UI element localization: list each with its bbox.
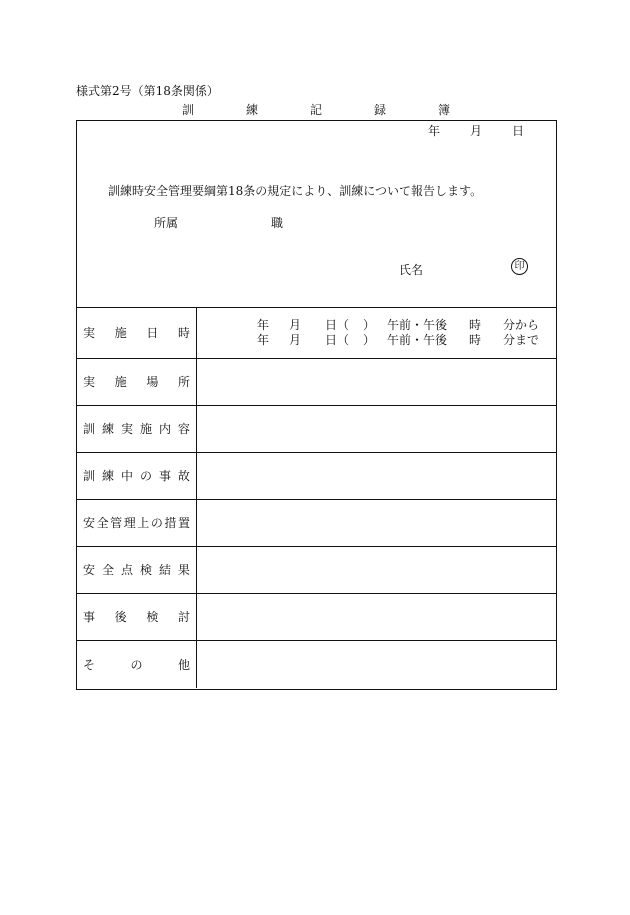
record-form	[76, 120, 557, 690]
start-time-line: 年 月 日（ ） 午前・午後 時 分から	[256, 317, 539, 332]
records-table	[77, 308, 556, 688]
form-number: 様式第2号（第18条関係）	[76, 84, 219, 98]
report-statement: 訓練時安全管理要綱第18条の規定により、訓練について報告します。	[108, 184, 483, 198]
date-month-label: 月	[469, 124, 482, 138]
table-row	[77, 593, 556, 640]
location-field[interactable]	[197, 358, 557, 405]
table-row	[77, 640, 556, 688]
report-section	[77, 121, 556, 308]
table-row	[77, 452, 556, 499]
other-field[interactable]	[197, 640, 557, 688]
label-safety-measures: 安 全 管 理 上 の 措 置	[83, 516, 190, 530]
table-row	[77, 405, 556, 452]
row-label	[77, 308, 197, 358]
label-accidents: 訓 練 中 の 事 故	[83, 469, 190, 483]
post-review-field[interactable]	[197, 593, 557, 640]
table-row	[77, 308, 556, 358]
label-post-review: 事 後 検 討	[83, 610, 190, 624]
end-time-line: 年 月 日（ ） 午前・午後 時 分まで	[256, 332, 539, 347]
accidents-field[interactable]	[197, 452, 557, 499]
table-row	[77, 499, 556, 546]
safety-measures-field[interactable]	[197, 499, 557, 546]
label-location: 実 施 場 所	[83, 375, 190, 389]
seal-icon: 印	[511, 258, 528, 275]
label-datetime: 実 施 日 時	[83, 326, 190, 341]
table-row	[77, 546, 556, 593]
date-day-label: 日	[511, 124, 524, 138]
safety-inspection-field[interactable]	[197, 546, 557, 593]
position-label: 職	[271, 216, 284, 230]
report-date	[428, 123, 524, 139]
date-year-label: 年	[427, 124, 440, 138]
name-label: 氏名	[399, 263, 424, 277]
label-other: そ の 他	[83, 657, 190, 672]
label-safety-inspection: 安 全 点 検 結 果	[83, 563, 190, 577]
training-content-field[interactable]	[197, 405, 557, 452]
label-training-content: 訓 練 実 施 内 容	[83, 422, 190, 436]
table-row	[77, 358, 556, 405]
datetime-field[interactable]	[197, 308, 557, 358]
affiliation-label: 所属	[154, 216, 179, 230]
form-title: 訓 練 記 録 簿	[181, 103, 470, 117]
